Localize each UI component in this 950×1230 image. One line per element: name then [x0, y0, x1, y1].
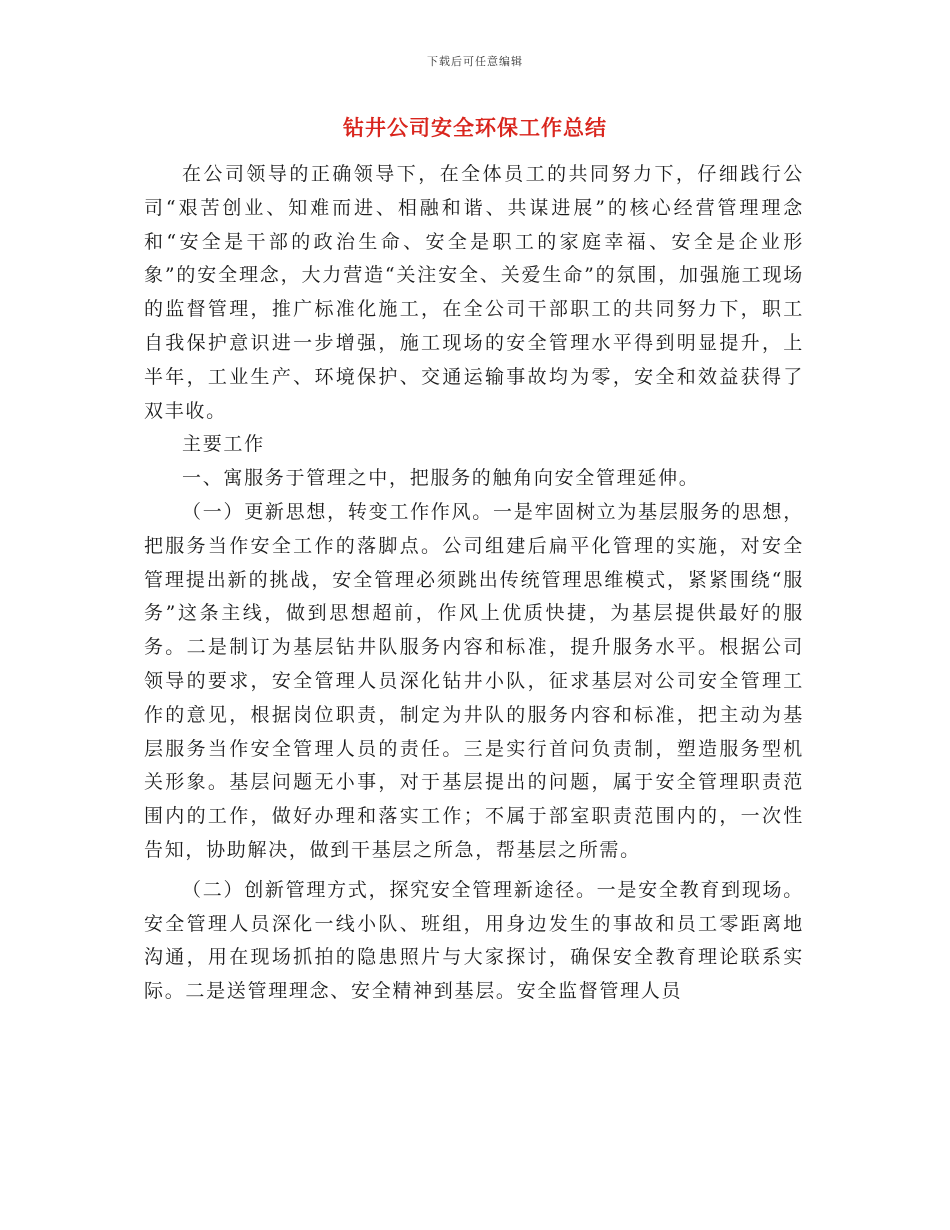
document-title: 钻井公司安全环保工作总结	[343, 116, 607, 140]
intro-paragraph: 在公司领导的正确领导下，在全体员工的共同努力下，仔细践行公司“艰苦创业、知难而进、相融和谐、共谋进展”的核心经营管理理念和“安全是干部的政治生命、安全是职工的家庭幸福、安全是企业形象”的安全理念，大力营造“关注安全、关爱生命”的氛围，加强施工现场的监督管理，推广标准化施工，在全公司干部职工的共同努力下，职工自我保护意识进一步增强，施工现场的安全管理水平得到明显提升，上半年，工业生产、环境保护、交通运输事故均为零，安全和效益获得了双丰收。	[144, 163, 804, 422]
page-header-note: 下载后可任意编辑	[427, 55, 523, 68]
subsection-paragraph-two: （二）创新管理方式，探究安全管理新途径。一是安全教育到现场。安全管理人员深化一线小队、班组，用身边发生的事故和员工零距离地沟通，用在现场抓拍的隐患照片与大家探讨，确保安全教育理论联系实际。二是送管理理念、安全精神到基层。安全监督管理人员	[144, 878, 804, 1003]
subsection-paragraph-one: （一）更新思想，转变工作作风。一是牢固树立为基层服务的思想，把服务当作安全工作的落脚点。公司组建后扁平化管理的实施，对安全管理提出新的挑战，安全管理必须跳出传统管理思维模式，紧紧围绕“服务”这条主线，做到思想超前，作风上优质快捷，为基层提供最好的服务。二是制订为基层钻井队服务内容和标准，提升服务水平。根据公司领导的要求，安全管理人员深化钻井小队，征求基层对公司安全管理工作的意见，根据岗位职责，制定为井队的服务内容和标准，把主动为基层服务当作安全管理人员的责任。三是实行首问负责制，塑造服务型机关形象。基层问题无小事，对于基层提出的问题，属于安全管理职责范围内的工作，做好办理和落实工作；不属于部室职责范围内的，一次性告知，协助解决，做到干基层之所急，帮基层之所需。	[144, 500, 804, 861]
section-heading-main-work: 主要工作	[182, 433, 265, 456]
document-body	[144, 158, 804, 1009]
section-heading-one: 一、寓服务于管理之中，把服务的触角向安全管理延伸。	[182, 467, 700, 490]
